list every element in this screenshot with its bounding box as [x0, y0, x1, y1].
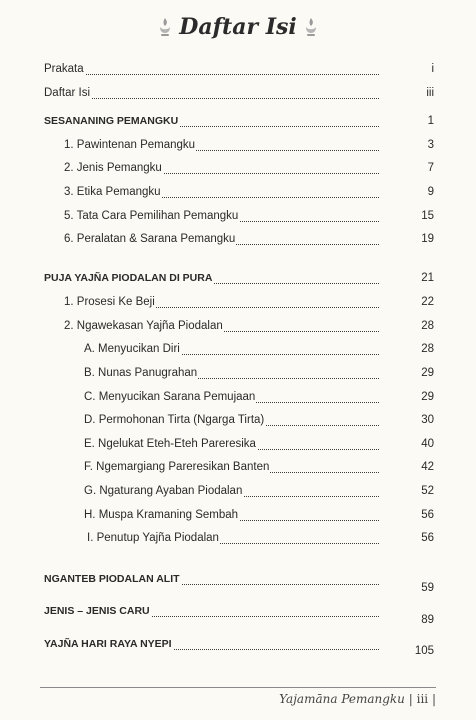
toc-entry[interactable] [0, 532, 476, 550]
toc-entry-page: 1 [427, 115, 434, 127]
footer-rule [40, 687, 436, 688]
toc-entry-label: 6. Peralatan & Sarana Pemangku [64, 230, 236, 248]
toc-entry-page: 29 [421, 367, 434, 379]
toc-entry[interactable] [0, 87, 476, 105]
toc-entry-page: 89 [421, 614, 434, 626]
running-title: Yajamāna Pemangku [279, 692, 405, 706]
toc-entry[interactable] [0, 296, 476, 314]
toc-entry-page: 7 [427, 162, 434, 174]
toc-entry-label: 1. Pawintenan Pemangku [64, 136, 196, 154]
toc-chapter[interactable] [0, 272, 476, 290]
toc-entry-page: 56 [421, 532, 434, 544]
toc-entry-page: 40 [421, 438, 434, 450]
toc-entry[interactable] [0, 139, 476, 157]
toc-entry-label: A. Menyucikan Diri [84, 340, 181, 358]
toc-chapter-label: PUJA YAJÑA PIODALAN DI PURA [44, 269, 213, 287]
toc-entry-label: Prakata [44, 60, 85, 78]
toc-entry[interactable] [0, 162, 476, 180]
toc-entry-label: I. Penutup Yajña Piodalan [87, 529, 220, 547]
toc-chapter-label: YAJÑA HARI RAYA NYEPI [44, 635, 173, 653]
toc-entry-label: 1. Prosesi Ke Beji [64, 293, 156, 311]
toc-entry[interactable] [0, 320, 476, 338]
toc-chapter[interactable] [0, 573, 476, 594]
toc-entry[interactable] [0, 509, 476, 527]
toc-entry[interactable] [0, 233, 476, 251]
toc-entry-label: E. Ngelukat Eteh-Eteh Pareresika [84, 435, 257, 453]
toc-entry[interactable] [0, 210, 476, 228]
toc-entry-page: i [431, 63, 434, 75]
toc-entry-page: 21 [421, 272, 434, 284]
toc-entry-page: 56 [421, 509, 434, 521]
toc-entry[interactable] [0, 461, 476, 479]
toc-entry-page: 105 [414, 645, 434, 657]
toc-entry-label: B. Nunas Panugrahan [84, 364, 198, 382]
toc-entry[interactable] [0, 391, 476, 409]
toc-entry-label: Daftar Isi [44, 84, 91, 102]
toc-chapter-label: JENIS – JENIS CARU [44, 602, 151, 620]
toc-entry-page: 22 [421, 296, 434, 308]
toc-chapter[interactable] [0, 638, 476, 656]
toc-entry-page: 52 [421, 485, 434, 497]
toc-entry[interactable] [0, 414, 476, 432]
toc-chapter[interactable] [0, 605, 476, 626]
toc-entry[interactable] [0, 485, 476, 503]
toc-chapter-label: SESANANING PEMANGKU [44, 112, 179, 130]
toc-entry-label: C. Menyucikan Sarana Pemujaan [84, 388, 256, 406]
page-title [0, 14, 476, 40]
page-title-text: Daftar Isi [179, 14, 297, 40]
toc-chapter-label: NGANTEB PIODALAN ALIT [44, 570, 181, 588]
toc-chapter[interactable] [0, 115, 476, 133]
flame-ornament-icon [303, 17, 319, 37]
toc-entry-label: 3. Etika Pemangku [64, 183, 162, 201]
toc-entry-page: 19 [421, 233, 434, 245]
toc-entry-page: 59 [421, 582, 434, 594]
toc-entry-label: 2. Jenis Pemangku [64, 159, 163, 177]
flame-ornament-icon [157, 17, 173, 37]
toc-entry-page: 15 [421, 210, 434, 222]
toc-entry[interactable] [0, 63, 476, 81]
toc-entry-page: 28 [421, 320, 434, 332]
toc-entry-label: G. Ngaturang Ayaban Piodalan [84, 482, 243, 500]
toc-entry-label: F. Ngemargiang Pareresikan Banten [84, 458, 270, 476]
toc-entry-page: iii [426, 87, 434, 99]
toc-entry-page: 30 [421, 414, 434, 426]
toc-entry[interactable] [0, 343, 476, 361]
toc-entry-label: 2. Ngawekasan Yajña Piodalan [64, 317, 224, 335]
toc-entry-page: 3 [427, 139, 434, 151]
toc-entry-label: 5. Tata Cara Pemilihan Pemangku [64, 207, 239, 225]
toc-entry-page: 9 [427, 186, 434, 198]
toc-entry-page: 29 [421, 391, 434, 403]
toc-entry-page: 28 [421, 343, 434, 355]
footer-separator: | [408, 692, 413, 706]
toc-entry-label: D. Permohonan Tirta (Ngarga Tirta) [84, 411, 265, 429]
footer-separator: | [431, 692, 436, 706]
toc-entry[interactable] [0, 367, 476, 385]
toc-entry[interactable] [0, 186, 476, 204]
toc-entry[interactable] [0, 438, 476, 456]
toc-entry-label: H. Muspa Kramaning Sembah [84, 506, 239, 524]
page-number: iii [416, 692, 429, 706]
toc-entry-page: 42 [421, 461, 434, 473]
page-footer [279, 692, 436, 706]
